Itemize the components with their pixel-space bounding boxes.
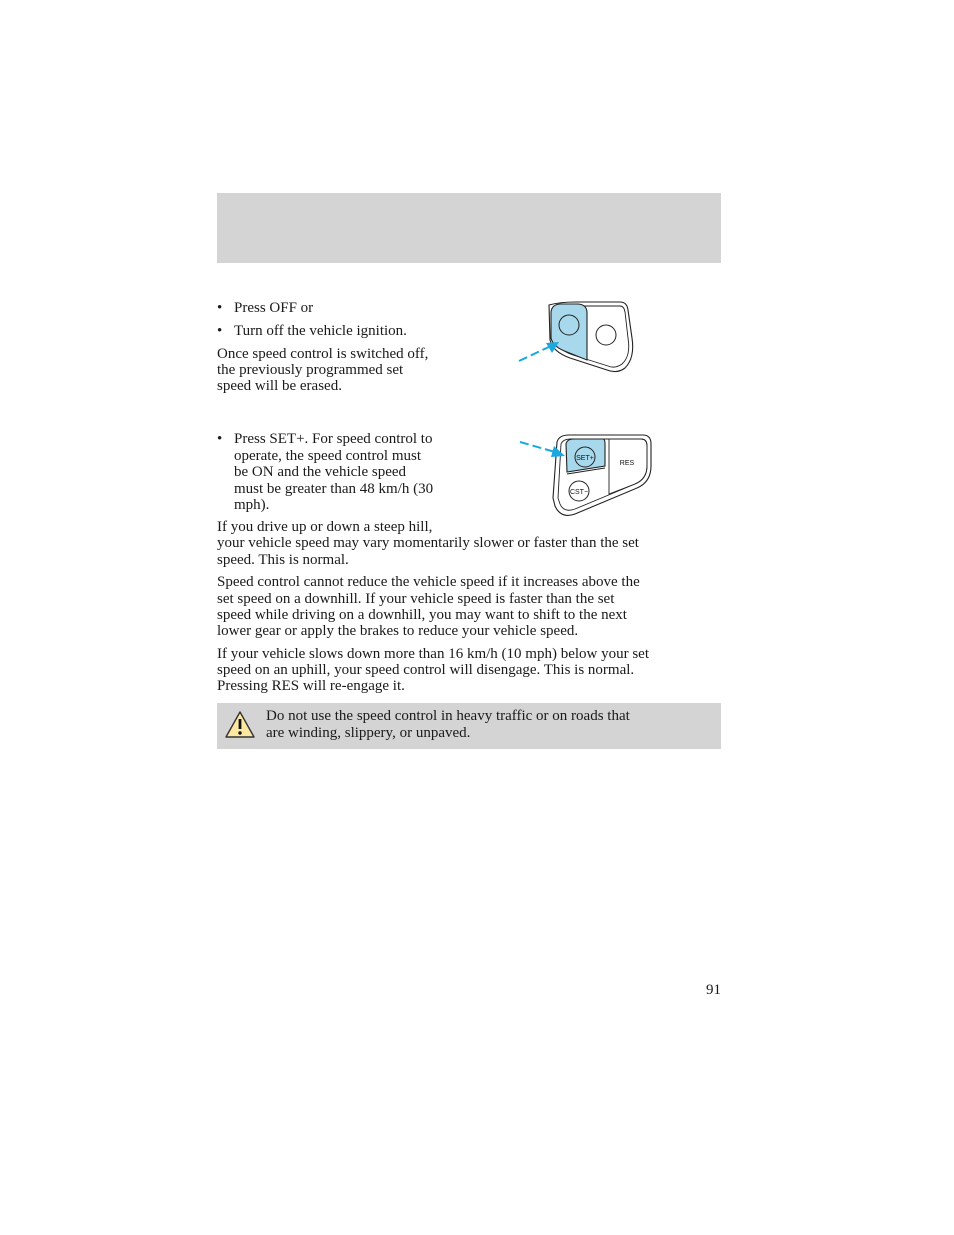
bullet-text-line-5: mph). (234, 497, 270, 513)
bullet-text: Press OFF or (234, 300, 314, 316)
section-header-band (217, 193, 721, 263)
warning-triangle-icon (224, 710, 256, 739)
pointer-arrow-line (520, 442, 555, 452)
bullet-dot: • (217, 300, 223, 316)
warning-line-1: Do not use the speed control in heavy traffic or on roads that (266, 708, 630, 724)
uphill-line-3: Pressing RES will re-engage it. (217, 678, 405, 694)
bullet-press-off (217, 300, 477, 317)
downhill-line-3: speed while driving on a downhill, you may want to shift to the next (217, 607, 627, 623)
pointer-arrow-line (519, 345, 553, 361)
bullet-dot: • (217, 431, 223, 447)
set-button-label: SET+ (576, 455, 594, 462)
downhill-line-1: Speed control cannot reduce the vehicle speed if it increases above the (217, 574, 640, 590)
hill-line-2: your vehicle speed may vary momentarily slower or faster than the set (217, 535, 639, 551)
uphill-line-2: speed on an uphill, your speed control will disengage. This is normal. (217, 662, 635, 678)
res-button-label: RES (619, 460, 635, 467)
warning-text (266, 708, 706, 741)
warning-line-2: are winding, slippery, or unpaved. (266, 724, 471, 741)
page-number: 91 (706, 982, 721, 998)
hill-line-3: speed. This is normal. (217, 552, 349, 568)
bullet-text-line-3: be ON and the vehicle speed (234, 464, 407, 480)
downhill-line-4: lower gear or apply the brakes to reduce your vehicle speed. (217, 623, 579, 639)
bullet-text-line-4: must be greater than 48 km/h (30 (234, 480, 434, 497)
hill-line-1: If you drive up or down a steep hill, (217, 519, 433, 535)
bullet-ignition-off (217, 323, 477, 340)
off-control-illustration (515, 298, 640, 378)
off-button-highlight (551, 304, 587, 360)
second-button-circle (596, 325, 616, 345)
bullet-text: Turn off the vehicle ignition. (234, 323, 407, 339)
downhill-line-2: set speed on a downhill. If your vehicle speed is faster than the set (217, 591, 615, 607)
off-note-line-3: speed will be erased. (217, 378, 342, 394)
warning-box (217, 703, 721, 749)
off-note-line-2: the previously programmed set (217, 362, 404, 378)
set-control-illustration (515, 430, 660, 520)
uphill-line-1: If your vehicle slows down more than 16 km/h (10 mph) below your set (217, 646, 650, 662)
bullet-dot: • (217, 323, 223, 339)
cst-button-label: CST− (569, 489, 589, 496)
off-note-line-1: Once speed control is switched off, (217, 346, 429, 362)
bullet-text-line-1: Press SET+. For speed control to (234, 431, 433, 447)
bullet-text-line-2: operate, the speed control must (234, 447, 422, 464)
bullet-press-set (217, 431, 487, 515)
